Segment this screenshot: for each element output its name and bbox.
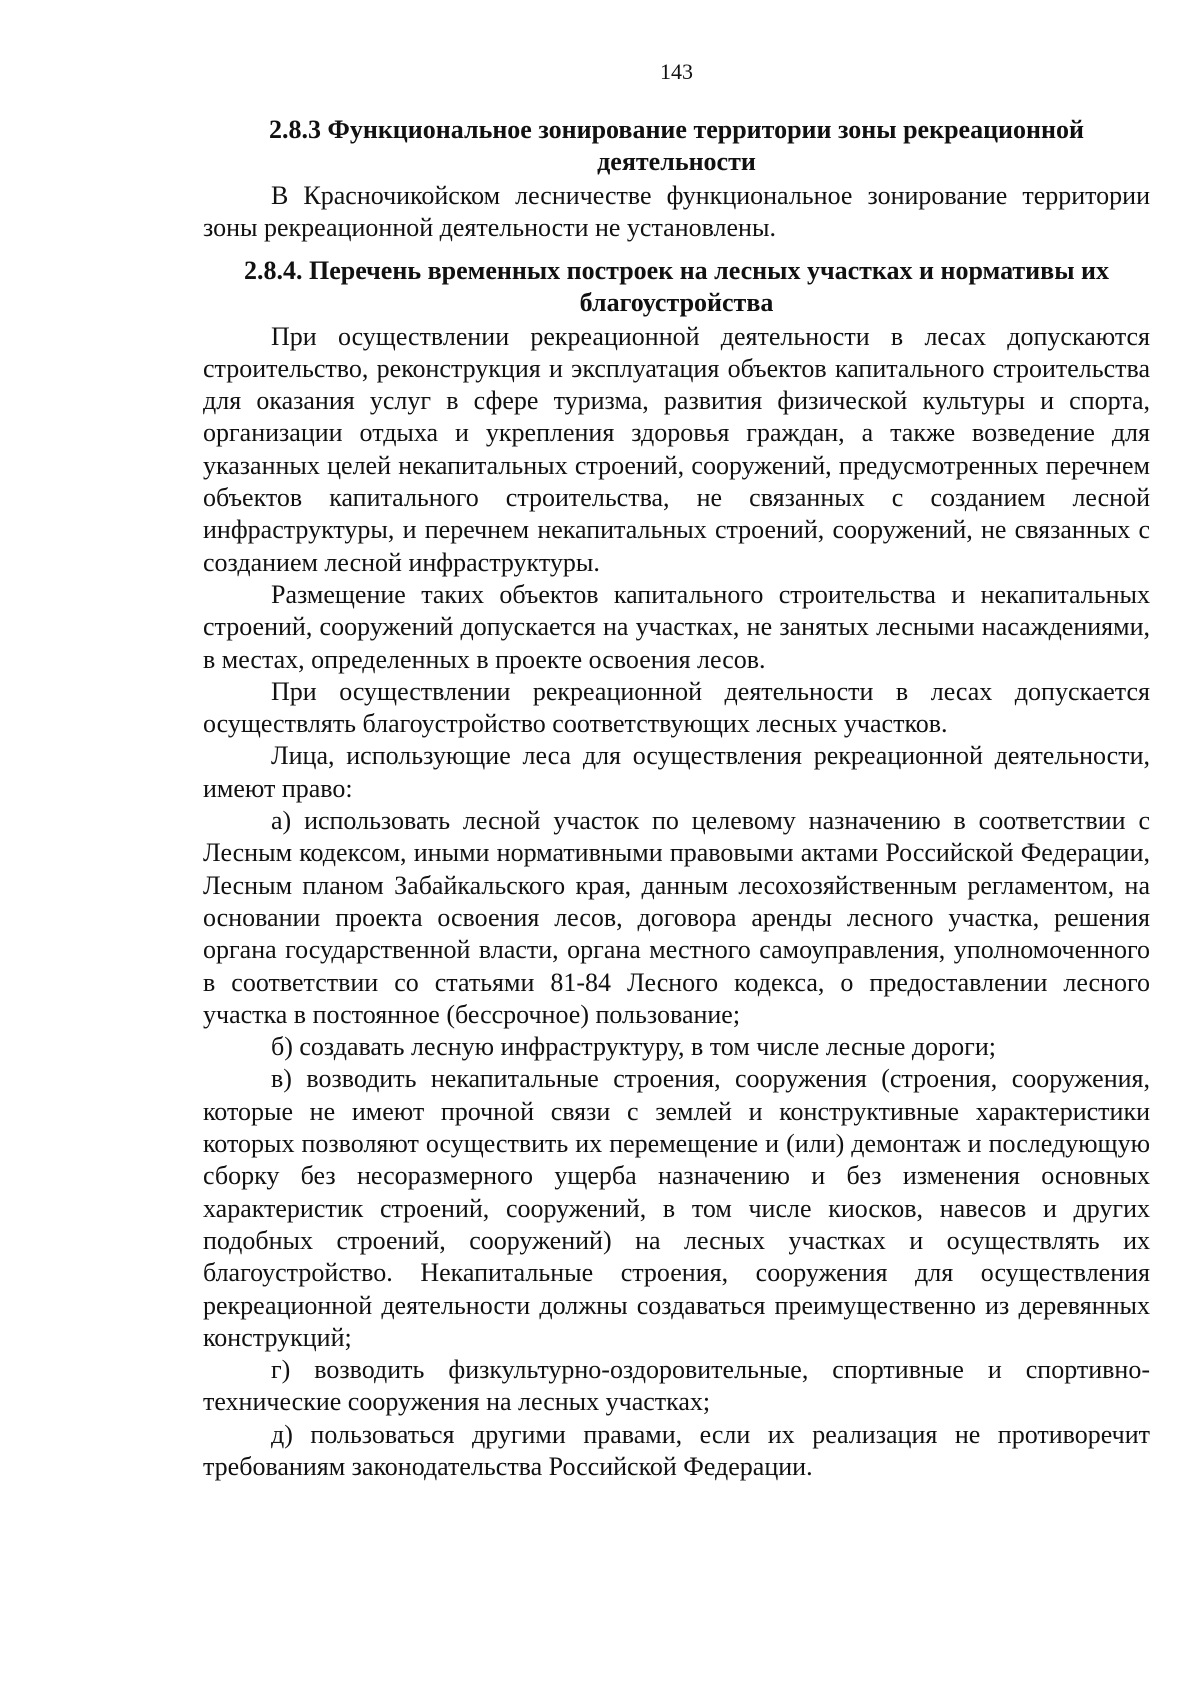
list-item-g: г) возводить физкультурно-оздоровительные, спортивные и спортивно-технические сооружения на лесных участках; — [203, 1355, 1150, 1417]
list-item-d: д) пользоваться другими правами, если их реализация не противоречит требованиям законодательства Российской Федерации. — [203, 1419, 1150, 1481]
document-body — [203, 114, 1150, 1483]
paragraph: В Красночикойском лесничестве функциональное зонирование территории зоны рекреационной деятельности не установлены. — [203, 181, 1150, 243]
section-heading-2-8-4: 2.8.4. Перечень временных построек на лесных участках и нормативы их благоустройства — [244, 255, 1109, 317]
section-heading-2-8-3: 2.8.3 Функциональное зонирование территории зоны рекреационной деятельности — [269, 115, 1084, 176]
paragraph: При осуществлении рекреационной деятельности в лесах допускаются строительство, реконструкция и эксплуатация объектов капитального строительства для оказания услуг в сфере туризма, развития физической культуры и спорта, организации отдыха и укрепления здоровья граждан, а также возведение для указанных целей некапитальных строений, сооружений, предусмотренных перечнем объектов капитального строительства, не связанных с созданием лесной инфраструктуры, и перечнем некапитальных строений, сооружений, не связанных с созданием лесной инфраструктуры. — [203, 321, 1150, 577]
paragraph: При осуществлении рекреационной деятельности в лесах допускается осуществлять благоустройство соответствующих лесных участков. — [203, 676, 1150, 739]
paragraph: Размещение таких объектов капитального строительства и некапитальных строений, сооружений допускается на участках, не занятых лесными насаждениями, в местах, определенных в проекте освоения лесов. — [203, 579, 1150, 674]
list-item-b: б) создавать лесную инфраструктуру, в том числе лесные дороги; — [271, 1032, 996, 1062]
list-item-v: в) возводить некапитальные строения, сооружения (строения, сооружения, которые не имеют прочной связи с землей и конструктивные характеристики которых позволяют осуществить их перемещение и (или) демонтаж и последующую сборку без несоразмерного ущерба назначению и без изменения основных характеристик строений, сооружений, в том числе киосков, навесов и других подобных строений, сооружений) на лесных участках и осуществлять их благоустройство. Некапитальные строения, сооружения для осуществления рекреационной деятельности должны создаваться преимущественно из деревянных конструкций; — [203, 1064, 1150, 1352]
page-number: 143 — [660, 59, 693, 84]
list-item-a: а) использовать лесной участок по целевому назначению в соответствии с Лесным кодексом, иными нормативными правовыми актами Российской Федерации, Лесным планом Забайкальского края, данным лесохозяйственным регламентом, на основании проекта освоения лесов, договора аренды лесного участка, решения органа государственной власти, органа местного самоуправления, уполномоченного в соответствии со статьями 81-84 Лесного кодекса, о предоставлении лесного участка в постоянное (бессрочное) пользование; — [203, 806, 1150, 1029]
paragraph: Лица, использующие леса для осуществления рекреационной деятельности, имеют право: — [203, 741, 1150, 803]
